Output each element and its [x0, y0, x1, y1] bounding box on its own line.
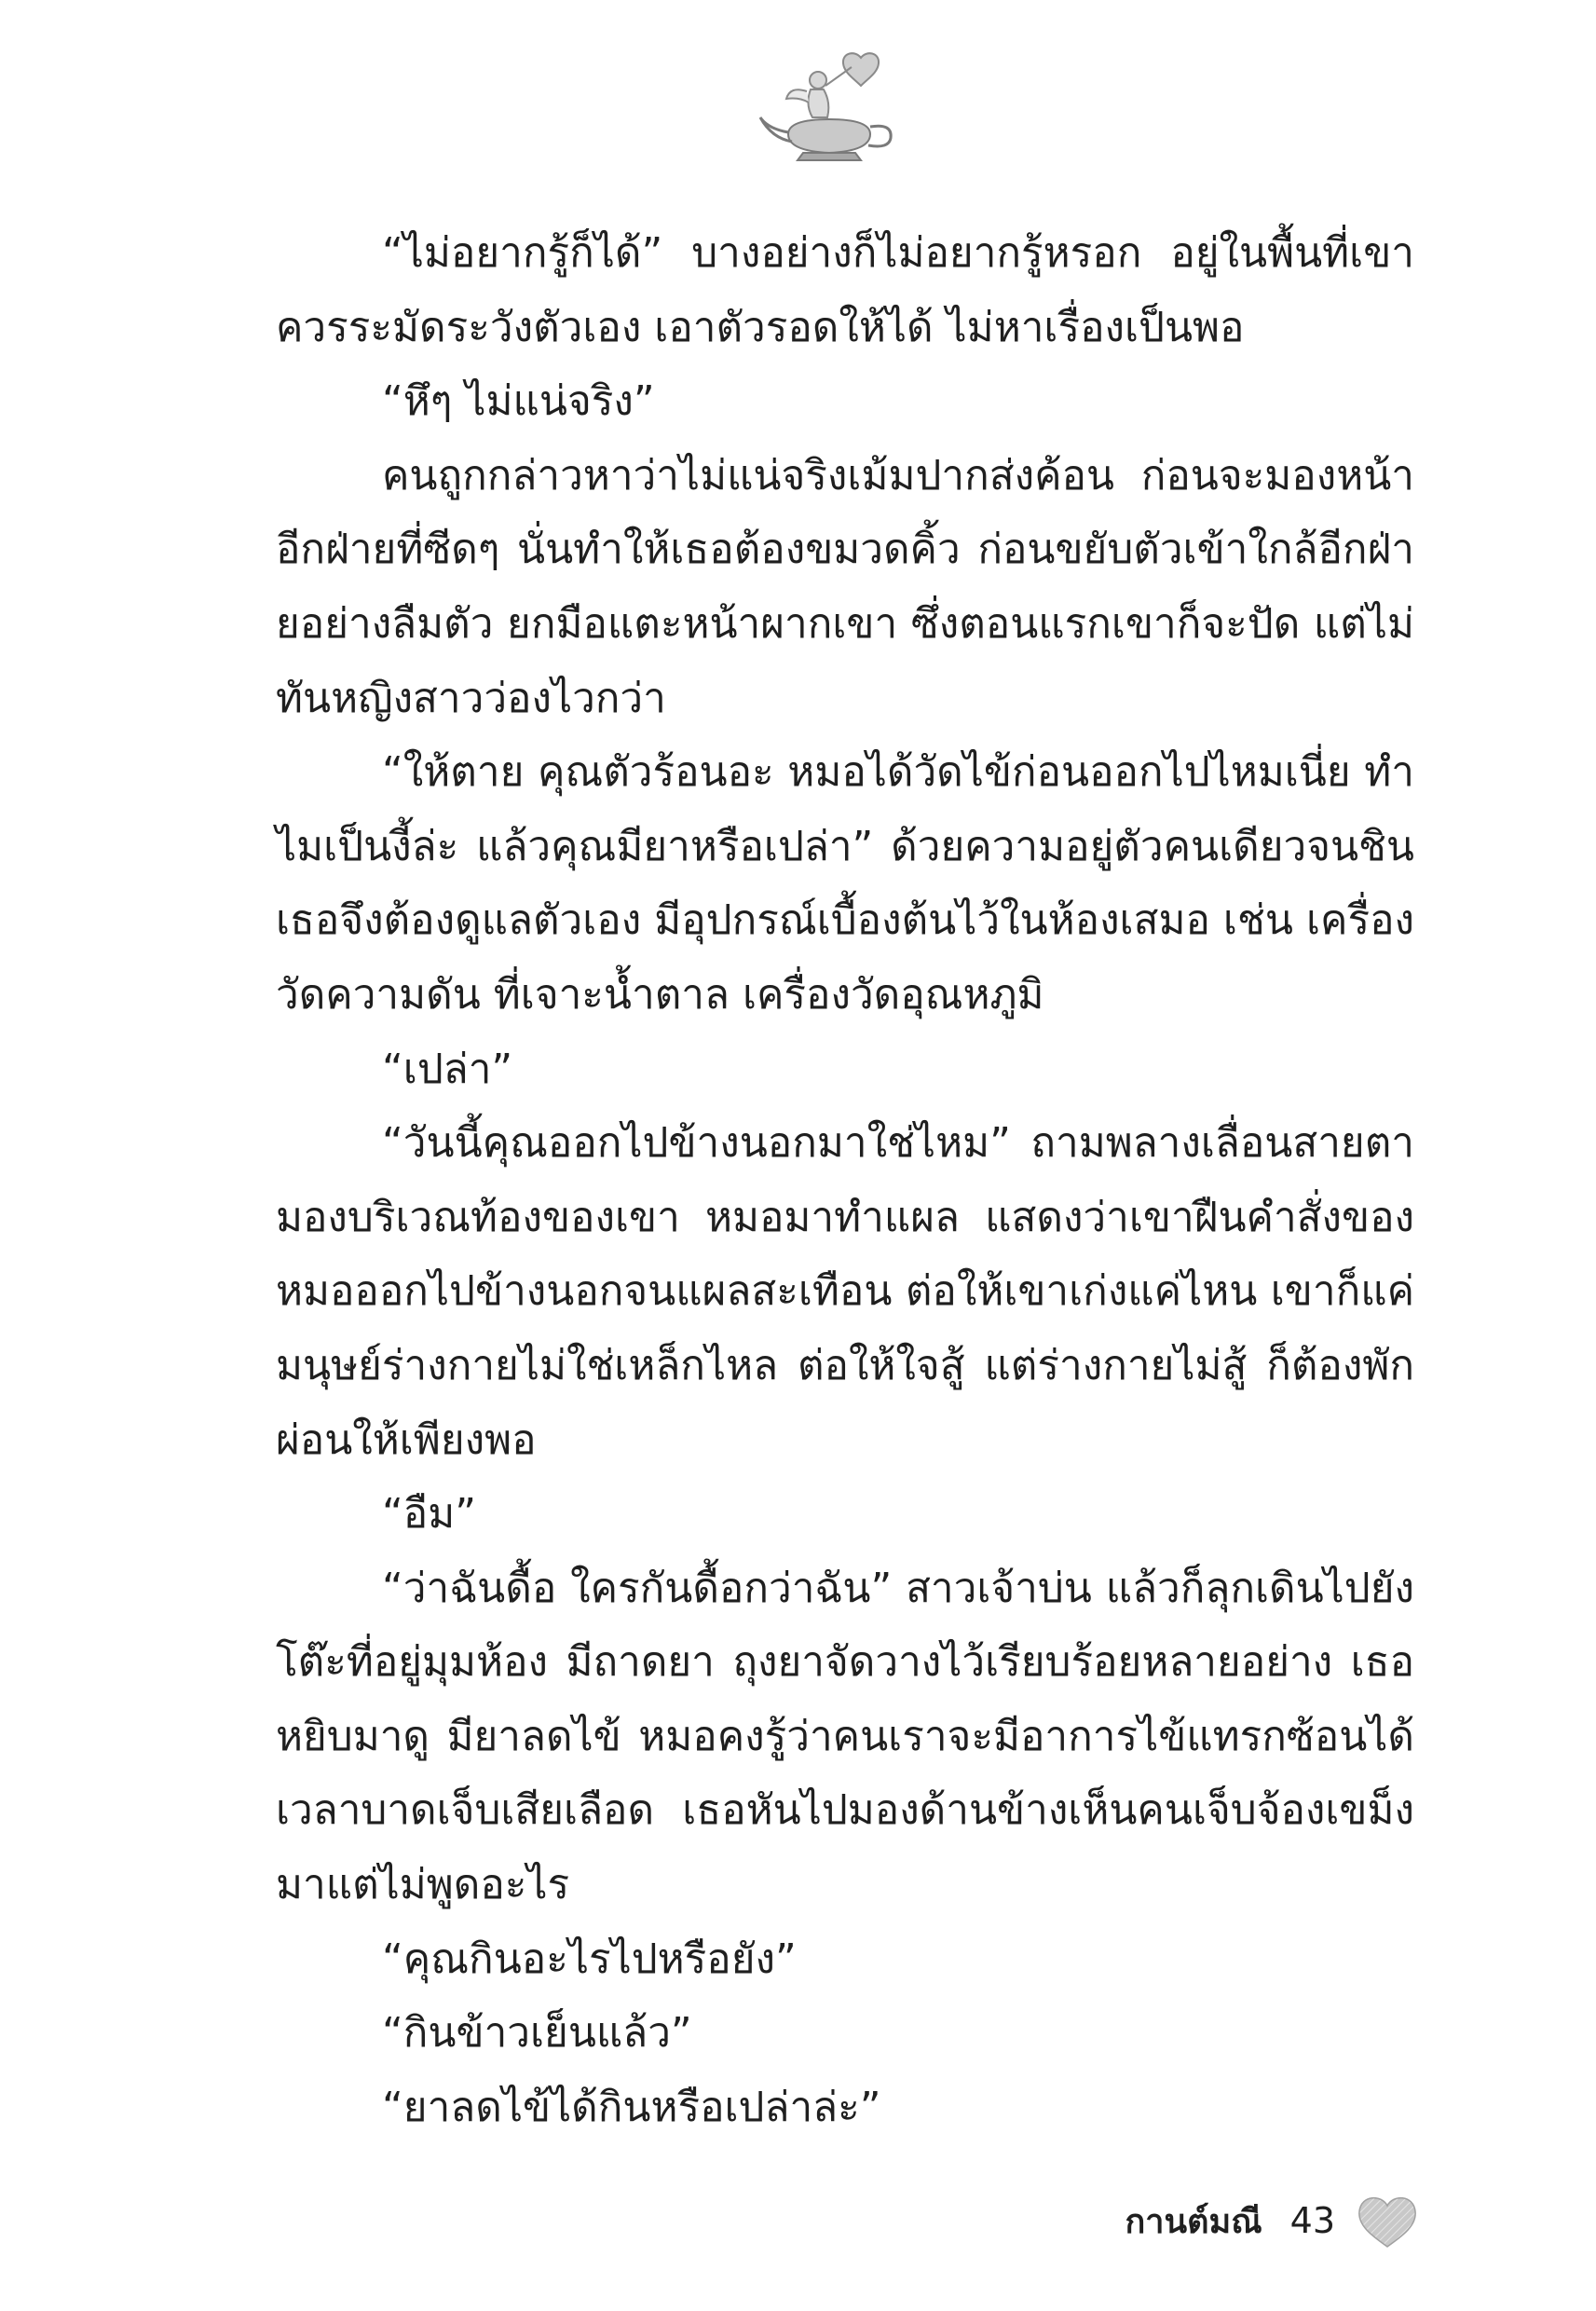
- author-name: กานต์มณี: [1125, 2202, 1262, 2241]
- paragraph: “อืม”: [382, 1490, 477, 1538]
- paragraph: คนถูกกล่าวหาว่าไม่แน่จริงเม้มปากส่งค้อน ก่อนจะมองหน้าอีกฝ่ายที่ซีดๆ นั่นทำให้เธอต้องขมวดคิ้ว ก่อนขยับตัวเข้าใกล้อีกฝ่ายอย่างลืมตัว ยกมือแตะหน้าผากเขา ซึ่งตอนแรกเขาก็จะปัด แต่ไม่ทันหญิงสาวว่องไวกว่า: [276, 451, 1414, 722]
- page-number: 43: [1289, 2200, 1335, 2241]
- heart-icon: [1356, 2193, 1419, 2249]
- paragraph: “ไม่อยากรู้ก็ได้” บางอย่างก็ไม่อยากรู้หรอก อยู่ในพื้นที่เขา ควรระมัดระวังตัวเอง เอาตัวรอดให้ได้ ไม่หาเรื่องเป็นพอ: [276, 229, 1414, 351]
- paragraph: “เปล่า”: [382, 1045, 513, 1093]
- cupid-teapot-icon: [751, 48, 909, 170]
- paragraph: “วันนี้คุณออกไปข้างนอกมาใช่ไหม” ถามพลางเลื่อนสายตามองบริเวณท้องของเขา หมอมาทำแผล แสดงว่าเขาฝืนคำสั่งของหมอออกไปข้างนอกจนแผลสะเทือน ต่อให้เขาเก่งแค่ไหน เขาก็แค่มนุษย์ร่างกายไม่ใช่เหล็กไหล ต่อให้ใจสู้ แต่ร่างกายไม่สู้ ก็ต้องพักผ่อนให้เพียงพอ: [276, 1119, 1414, 1464]
- paragraph: “ว่าฉันดื้อ ใครกันดื้อกว่าฉัน” สาวเจ้าบ่น แล้วก็ลุกเดินไปยังโต๊ะที่อยู่มุมห้อง มีถาดยา ถุงยาจัดวางไว้เรียบร้อยหลายอย่าง เธอหยิบมาดู มียาลดไข้ หมอคงรู้ว่าคนเราจะมีอาการไข้แทรกซ้อนได้เวลาบาดเจ็บเสียเลือด เธอหันไปมองด้านข้างเห็นคนเจ็บจ้องเขม็งมาแต่ไม่พูดอะไร: [276, 1564, 1414, 1909]
- paragraph: “ให้ตาย คุณตัวร้อนอะ หมอได้วัดไข้ก่อนออกไปไหมเนี่ย ทำไมเป็นงี้ล่ะ แล้วคุณมียาหรือเปล่า” ด้วยความอยู่ตัวคนเดียวจนชิน เธอจึงต้องดูแลตัวเอง มีอุปกรณ์เบื้องต้นไว้ในห้องเสมอ เช่น เครื่องวัดความดัน ที่เจาะน้ำตาล เครื่องวัดอุณหภูมิ: [276, 748, 1414, 1019]
- paragraph: “หึๆ ไม่แน่จริง”: [382, 377, 655, 426]
- page-footer: [1125, 2188, 1420, 2253]
- body-text: [276, 216, 1414, 2144]
- paragraph: “กินข้าวเย็นแล้ว”: [382, 2009, 692, 2058]
- paragraph: “คุณกินอะไรไปหรือยัง”: [382, 1935, 797, 1983]
- paragraph: “ยาลดไข้ได้กินหรือเปล่าล่ะ”: [382, 2083, 881, 2131]
